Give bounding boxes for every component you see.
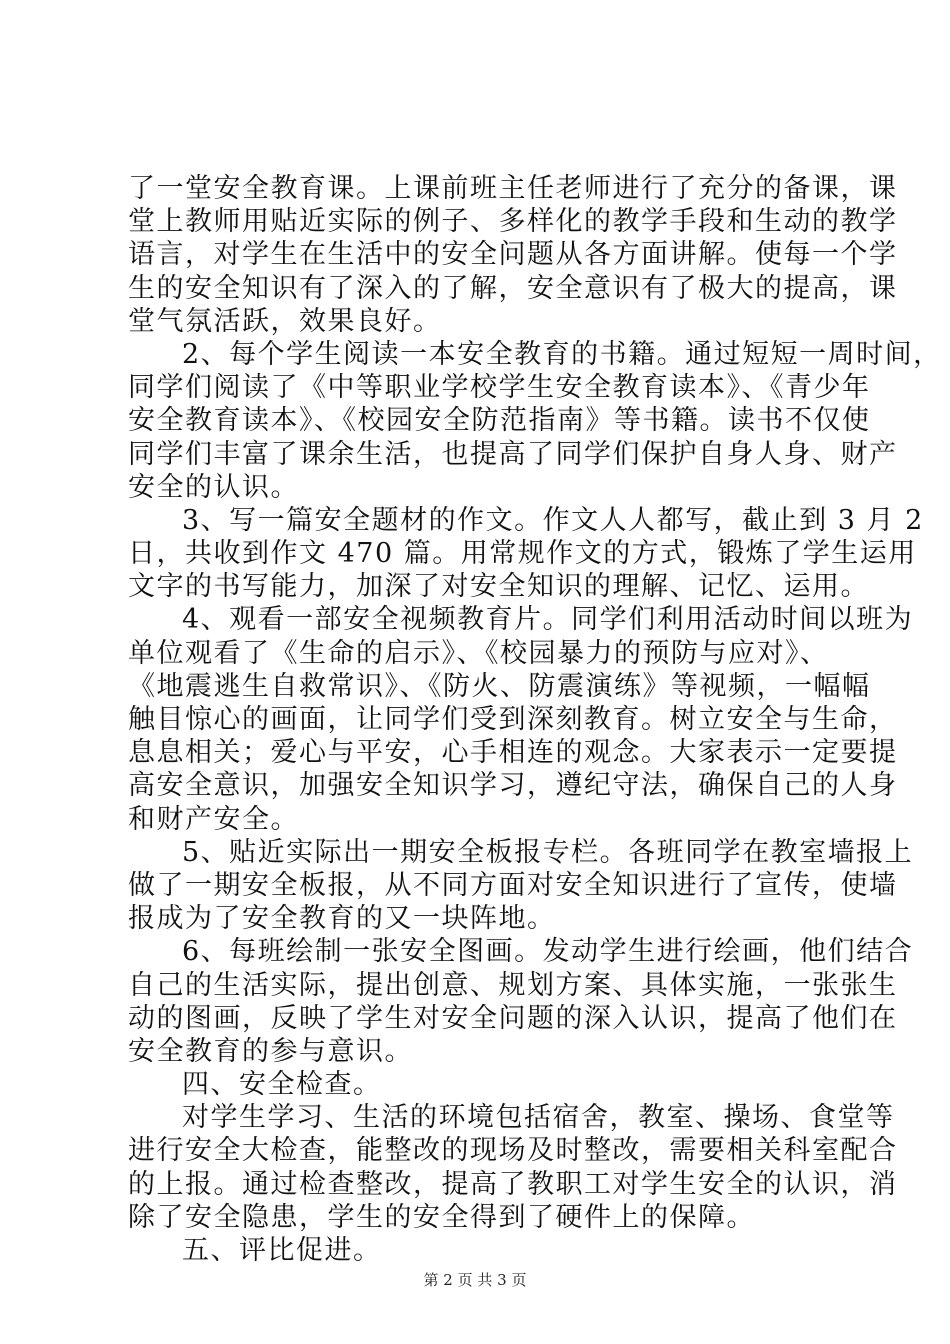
- text-line: 进行安全大检查，能整改的现场及时整改，需要相关科室配合: [128, 1135, 898, 1167]
- text-line: 《地震逃生自救常识》、《防火、防震演练》等视频，一幅幅: [128, 670, 871, 702]
- text-line: 6、每班绘制一张安全图画。发动学生进行绘画，他们结合: [182, 936, 914, 968]
- text-line: 五、评比促进。: [182, 1235, 382, 1266]
- text-line: 堂气氛活跃，效果良好。: [128, 305, 442, 337]
- text-line: 自己的生活实际，提出创意、规划方案、具体实施，一张张生: [128, 969, 898, 1001]
- text-line: 四、安全检查。: [182, 1069, 382, 1101]
- text-line: 3、写一篇安全题材的作文。作文人人都写，截止到 3 月 2: [182, 504, 924, 536]
- text-line: 4、观看一部安全视频教育片。同学们利用活动时间以班为: [182, 604, 914, 636]
- text-line: 了一堂安全教育课。上课前班主任老师进行了充分的备课，课: [128, 173, 898, 204]
- text-line: 同学们丰富了课余生活，也提高了同学们保护自身人身、财产: [128, 438, 898, 470]
- text-line: 堂上教师用贴近实际的例子、多样化的教学手段和生动的教学: [128, 206, 898, 238]
- text-line: 生的安全知识有了深入的了解，安全意识有了极大的提高，课: [128, 272, 898, 304]
- text-line: 动的图画，反映了学生对安全问题的深入认识，提高了他们在: [128, 1002, 898, 1034]
- document-body: [128, 172, 942, 1267]
- text-line: 报成为了安全教育的又一块阵地。: [128, 903, 556, 935]
- text-line: 息息相关；爱心与平安，心手相连的观念。大家表示一定要提: [128, 737, 898, 769]
- text-line: 单位观看了《生命的启示》、《校园暴力的预防与应对》、: [128, 637, 829, 669]
- text-line: 安全教育的参与意识。: [128, 1035, 413, 1067]
- text-line: 做了一期安全板报，从不同方面对安全知识进行了宣传，使墙: [128, 869, 898, 901]
- text-line: 5、贴近实际出一期安全板报专栏。各班同学在教室墙报上: [182, 836, 914, 868]
- text-line: 对学生学习、生活的环境包括宿舍，教室、操场、食堂等: [182, 1102, 895, 1134]
- text-line: 语言，对学生在生活中的安全问题从各方面讲解。使每一个学: [128, 239, 898, 271]
- text-line: 安全的认识。: [128, 471, 299, 503]
- text-line: 高安全意识，加强安全知识学习，遵纪守法，确保自己的人身: [128, 770, 898, 802]
- text-line: 日，共收到作文 470 篇。用常规作文的方式，锻炼了学生运用: [128, 538, 917, 570]
- text-line: 触目惊心的画面，让同学们受到深刻教育。树立安全与生命，: [128, 704, 898, 735]
- text-line: 除了安全隐患，学生的安全得到了硬件上的保障。: [128, 1201, 755, 1233]
- text-line: 同学们阅读了《中等职业学校学生安全教育读本》、《青少年: [128, 372, 871, 404]
- text-line: 和财产安全。: [128, 803, 299, 835]
- text-line: 文字的书写能力，加深了对安全知识的理解、记忆、运用。: [128, 571, 869, 603]
- text-line: 安全教育读本》、《校园安全防范指南》等书籍。读书不仅使: [128, 405, 871, 437]
- text-line: 2、每个学生阅读一本安全教育的书籍。通过短短一周时间，: [182, 338, 942, 370]
- page-footer: 第 2 页 共 3 页: [423, 1271, 527, 1289]
- text-line: 的上报。通过检查整改，提高了教职工对学生安全的认识，消: [128, 1168, 898, 1200]
